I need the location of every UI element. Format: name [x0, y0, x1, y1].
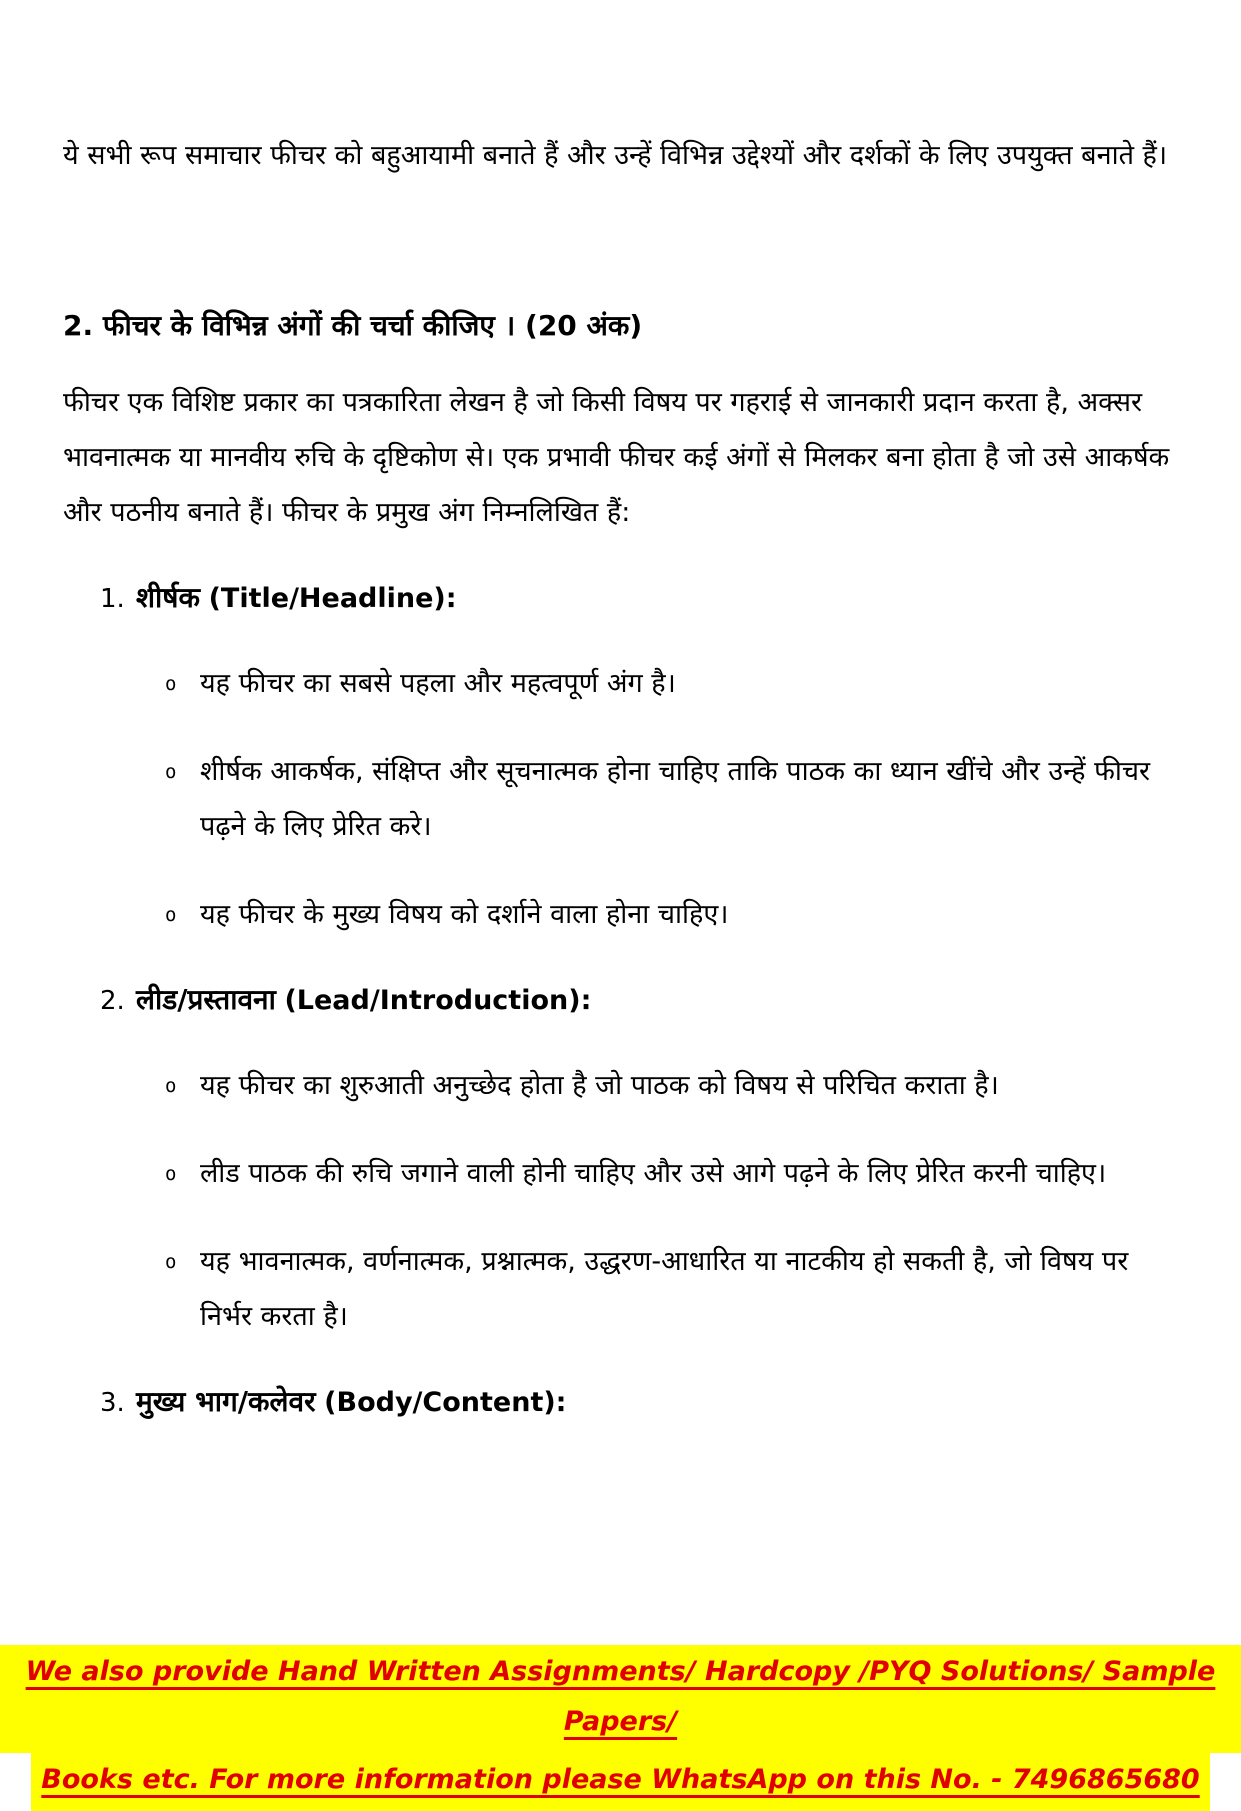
list-item-heading — [63, 975, 1181, 1026]
bullet-marker-icon: o — [165, 673, 177, 695]
list-item-title-hindi: मुख्य भाग/कलेवर — [136, 1385, 316, 1418]
bullet-marker-icon: o — [165, 1251, 177, 1273]
sub-bullet-item — [63, 887, 1181, 942]
list-item-number: 3. — [100, 1388, 125, 1418]
list-item-heading — [63, 573, 1181, 624]
sub-bullet-list — [63, 656, 1181, 942]
list-item-title-english: (Lead/Introduction): — [284, 985, 592, 1016]
list-item-body-content — [63, 1377, 1181, 1428]
sub-bullet-item — [63, 1058, 1181, 1113]
sub-bullet-text: शीर्षक आकर्षक, संक्षिप्त और सूचनात्मक होना चाहिए ताकि पाठक का ध्यान खींचे और उन्हें फीचर पढ़ने के लिए प्रेरित करे। — [200, 756, 1151, 842]
bullet-marker-icon: o — [165, 904, 177, 926]
list-item-title-headline — [63, 573, 1181, 942]
footer-line-2-text: Books etc. For more information please WhatsApp on this No. - 7496865680 — [31, 1753, 1209, 1811]
footer-line-1 — [0, 1645, 1241, 1753]
list-item-title-english: (Title/Headline): — [208, 583, 457, 614]
bullet-marker-icon: o — [165, 1163, 177, 1185]
bullet-marker-icon: o — [165, 761, 177, 783]
feature-parts-list — [63, 573, 1181, 1428]
list-item-title-hindi: शीर्षक — [136, 581, 200, 614]
sub-bullet-text: लीड पाठक की रुचि जगाने वाली होनी चाहिए और उसे आगे पढ़ने के लिए प्रेरित करनी चाहिए। — [200, 1158, 1107, 1189]
sub-bullet-item — [63, 1234, 1181, 1344]
sub-bullet-text: यह फीचर का सबसे पहला और महत्वपूर्ण अंग है। — [200, 668, 676, 699]
list-item-title-hindi: लीड/प्रस्तावना — [136, 983, 276, 1016]
footer-line-1-text: We also provide Hand Written Assignments/ Hardcopy /PYQ Solutions/ Sample Papers/ — [0, 1645, 1241, 1753]
sub-bullet-list — [63, 1058, 1181, 1344]
footer-line-2 — [0, 1753, 1241, 1811]
sub-bullet-text: यह भावनात्मक, वर्णनात्मक, प्रश्नात्मक, उद्धरण-आधारित या नाटकीय हो सकती है, जो विषय पर निर्भर करता है। — [200, 1246, 1129, 1332]
sub-bullet-text: यह फीचर का शुरुआती अनुच्छेद होता है जो पाठक को विषय से परिचित कराता है। — [200, 1070, 999, 1101]
question-heading — [63, 303, 1181, 349]
footer-banner — [0, 1645, 1241, 1811]
sub-bullet-text: यह फीचर के मुख्य विषय को दर्शाने वाला होना चाहिए। — [200, 899, 729, 930]
intro-paragraph: ये सभी रूप समाचार फीचर को बहुआयामी बनाते हैं और उन्हें विभिन्न उद्देश्यों और दर्शकों के लिए उपयुक्त बनाते हैं। — [63, 140, 1168, 171]
list-item-lead-introduction — [63, 975, 1181, 1344]
bullet-marker-icon: o — [165, 1075, 177, 1097]
question-marks: (20 अंक) — [525, 309, 643, 342]
sub-bullet-item — [63, 744, 1181, 854]
list-item-heading — [63, 1377, 1181, 1428]
sub-bullet-item — [63, 1146, 1181, 1201]
answer-paragraph: फीचर एक विशिष्ट प्रकार का पत्रकारिता लेखन है जो किसी विषय पर गहराई से जानकारी प्रदान करता है, अक्सर भावनात्मक या मानवीय रुचि के दृष्टिकोण से। एक प्रभावी फीचर कई अंगों से मिलकर बना होता है जो उसे आकर्षक और पठनीय बनाते हैं। फीचर के प्रमुख अंग निम्नलिखित हैं: — [63, 387, 1170, 528]
sub-bullet-item — [63, 656, 1181, 711]
list-item-title-english: (Body/Content): — [324, 1387, 567, 1418]
list-item-number: 2. — [100, 986, 125, 1016]
list-item-number: 1. — [100, 584, 125, 614]
question-text: 2. फीचर के विभिन्न अंगों की चर्चा कीजिए । — [63, 309, 516, 342]
